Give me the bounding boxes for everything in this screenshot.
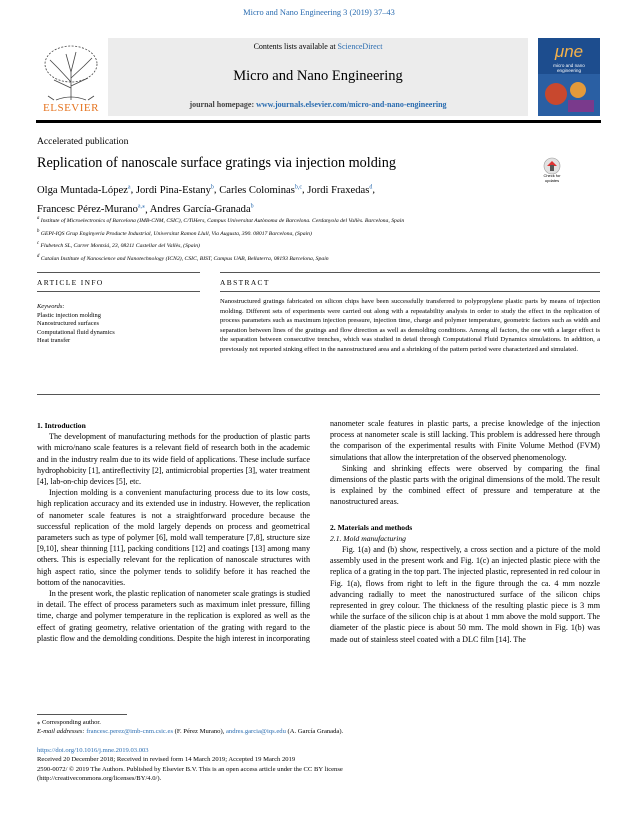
- journal-header: [108, 38, 528, 116]
- paragraph: Fig. 1(a) and (b) show, respectively, a cross section and a picture of the mold assembly used in the present work and Fig. 1(c) an injected plastic piece with the replica of a grating in the top part. The injected plastic, represented in red colour in Fig. 1(a), flows from right to left in the figure through the ca. 4 mm nozzle advancing radially to meet the nanostructured surface of the silicon chips represented in grey colour. The thickness of the resulting plastic piece is 3 mm while the surface of the silicon chip is at about 1 mm above the mold support. The diameter of the plastic piece is about 50 mm. The mold shown in Fig. 1(b) was made out of stainless steel coated with a DLC film [14]. The: [330, 545, 600, 644]
- email-link[interactable]: andres.garcia@iqs.edu: [225, 728, 286, 735]
- author-list: Olga Muntada-López$^a$, Jordi Pina-Estany$^b$, Carles Colominas$^{b,c}$, Jordi Fraxedas$^d$, Francesc Pérez-Murano$^{a,⁎}$, Andres García-Granada$^b$: [37, 184, 376, 216]
- footnote-rule: [37, 714, 127, 715]
- article-info-heading: ARTICLE INFO: [37, 278, 104, 287]
- paragraph: Sinking and shrinking effects were observed by comparing the final dimensions of the plastic parts with the original dimensions of the mold. The result is explained by the combined effect of pressure and temperature at the nanostructured areas.: [330, 463, 600, 507]
- affiliation: $^d$ Catalan Institute of Nanoscience and Nanotechnology (ICN2), CSIC, BIST, Campus UAB, Bellaterra, 08193 Barcelona, Spain: [37, 254, 329, 262]
- abstract-rule: [220, 291, 600, 292]
- paragraph: The development of manufacturing methods for the production of plastic parts with micro/nano scale features is a relevant field of research both in the academic and in the industry realm due to its wide field of applications. These include surface hydrophobicity [1], antireflectivity [2], antimicrobial properties [3], water treatment [4], lab-on-chip devices [5], etc.: [37, 432, 310, 487]
- paragraph: Injection molding is a convenient manufacturing process due to its low costs, high replication accuracy and its extended use in industry. However, the replication of nanometer scale features is not a straightforward procedure because the successful replication of the mold largely depends on process and geometrical parameters such as type of polymer [6], mold wall temperature [7,8], structure size [9,10], shear thinning [11], packing conditions [12] and coatings [13] among many others. This is especially relevant for the replication of nanoscale structures with high aspect ratio, since the polymer tends to solidify before it has reached the bottom of the nanocavities.: [37, 488, 310, 587]
- affiliation: $^c$ Flubetech SL, Carrer Montsiá, 23, 08211 Castellar del Vallès, (Spain): [37, 241, 200, 250]
- affiliation-list: [37, 214, 597, 265]
- journal-title: Micro and Nano Engineering: [233, 68, 403, 84]
- abstract-rule-top: [220, 272, 600, 273]
- check-for-updates-badge[interactable]: [538, 157, 566, 183]
- elsevier-logo: [36, 38, 106, 116]
- abstract-text: Nanostructured gratings fabricated on silicon chips have been successfully transferred to polypropylene plastic parts by means of injection molding. Different sets of experiments were carried out along with a repeatability analysis in order to study the effect in the replication of process parameters such as maximum injection pressure, injection time, charge and polymer temperature, geometric factors such as width and separation between lines of the gratings and flow direction as well as demolding conditions. Among all factors, the one with a larger effect is the separation between consecutive trenches, which was studied in detail through Computational Fluid Dynamics simulations. In addition, a previously not reported sinking effect in the nanostructured area and a shrinking of the pattern period were characterized and simulated.: [220, 298, 600, 353]
- journal-cover[interactable]: [538, 38, 600, 116]
- contents-prefix: Contents lists available at: [253, 42, 338, 51]
- keyword: Nanostructured surfaces: [37, 320, 99, 328]
- left-column: [37, 420, 310, 644]
- section-heading: 2. Materials and methods: [330, 522, 413, 532]
- header-rule: [36, 120, 601, 123]
- author[interactable]: Francesc Pérez-Murano$^{a,⁎}$: [37, 203, 146, 216]
- contents-line: [108, 42, 528, 51]
- cover-image-icon: [538, 74, 600, 116]
- keyword: Plastic injection molding: [37, 311, 101, 319]
- email-link[interactable]: francesc.perez@imb-cnm.csic.es: [86, 728, 174, 735]
- cover-subtitle: micro and nano engineering: [553, 63, 585, 73]
- doi-link[interactable]: https://doi.org/10.1016/j.mne.2019.03.003: [37, 747, 149, 754]
- author[interactable]: Jordi Fraxedas$^d$: [307, 184, 373, 196]
- affiliation: $^a$ Institute of Microelectronics of Barcelona (IMB-CNM, CSIC), C/TiHers, Campus Universitat Autònoma de Barcelona. Cerdanyola del Vallès. Barcelona, Spain: [37, 216, 405, 224]
- paragraph: nanometer scale features in plastic parts, a precise knowledge of the injection process at nanometer scale is still lacking. This problem is addressed here through the comparison of the experimental results with Finite Volume Method (FVM) simulations that allow the interpretation of the observed phenomenology.: [330, 419, 600, 462]
- homepage-line: [108, 100, 528, 109]
- author[interactable]: Carles Colominas$^{b,c}$: [219, 184, 302, 196]
- author[interactable]: Andres García-Granada$^b$: [149, 203, 254, 216]
- article-type: Accelerated publication: [37, 136, 129, 147]
- homepage-prefix: journal homepage:: [189, 100, 257, 109]
- received-dates: Received 20 December 2018; Received in revised form 14 March 2019; Accepted 19 March 2019: [37, 756, 296, 764]
- abstract-heading: ABSTRACT: [220, 278, 270, 287]
- homepage-link[interactable]: www.journals.elsevier.com/micro-and-nano-engineering: [256, 100, 447, 109]
- subsection-heading: 2.1. Mold manufacturing: [330, 533, 406, 543]
- check-updates-label: Check for updates: [543, 173, 561, 183]
- right-column: [330, 418, 600, 645]
- abstract-bottom-rule: [37, 394, 600, 395]
- cover-logo: μne: [554, 42, 584, 61]
- license-line: 2590-0072/ © 2019 The Authors. Published by Elsevier B.V. This is an open access article under the CC BY license: [37, 765, 343, 773]
- article-title: Replication of nanoscale surface gratings via injection molding: [37, 155, 396, 171]
- footnote: [37, 718, 597, 736]
- corresponding-author: ⁎ Corresponding author.: [37, 719, 101, 726]
- keyword: Heat transfer: [37, 337, 71, 345]
- email-line: E-mail addresses: francesc.perez@imb-cnm.csic.es (F. Pérez Murano), andres.garcia@iqs.edu (A. García Granada).: [37, 728, 344, 735]
- license-url[interactable]: (http://creativecommons.org/licenses/BY/4.0/).: [37, 775, 162, 783]
- author[interactable]: Olga Muntada-López$^a$: [37, 184, 131, 196]
- sciencedirect-link[interactable]: ScienceDirect: [337, 42, 383, 51]
- journal-citation[interactable]: Micro and Nano Engineering 3 (2019) 37–43: [243, 8, 395, 17]
- paragraph: In the present work, the plastic replication of nanometer scale gratings is studied in detail. The effect of process parameters such as maximum inlet pressure, filling time, charge and polymer temperature in the replication is explored as well as the effect of grating geometry, relative orientation of the grating with regard to the plastic flow and the demolding conditions. Despite the high interest in incorporating: [37, 589, 310, 643]
- keywords-block: [37, 303, 197, 346]
- section-heading: 1. Introduction: [37, 421, 86, 430]
- keyword: Computational fluid dynamics: [37, 328, 115, 336]
- keywords-label: Keywords:: [37, 303, 65, 310]
- article-info-rule: [37, 291, 200, 292]
- publication-info: [37, 746, 597, 784]
- author[interactable]: Jordi Pina-Estany$^b$: [135, 184, 214, 196]
- affiliation: $^b$ GEPI-IQS Grup Enginyeria Producte Industrial, Universitat Ramon Llull, Via Augusta, 390. 08017 Barcelona, (Spain): [37, 228, 312, 237]
- article-info-rule-top: [37, 272, 200, 273]
- elsevier-wordmark: ELSEVIER: [43, 102, 99, 114]
